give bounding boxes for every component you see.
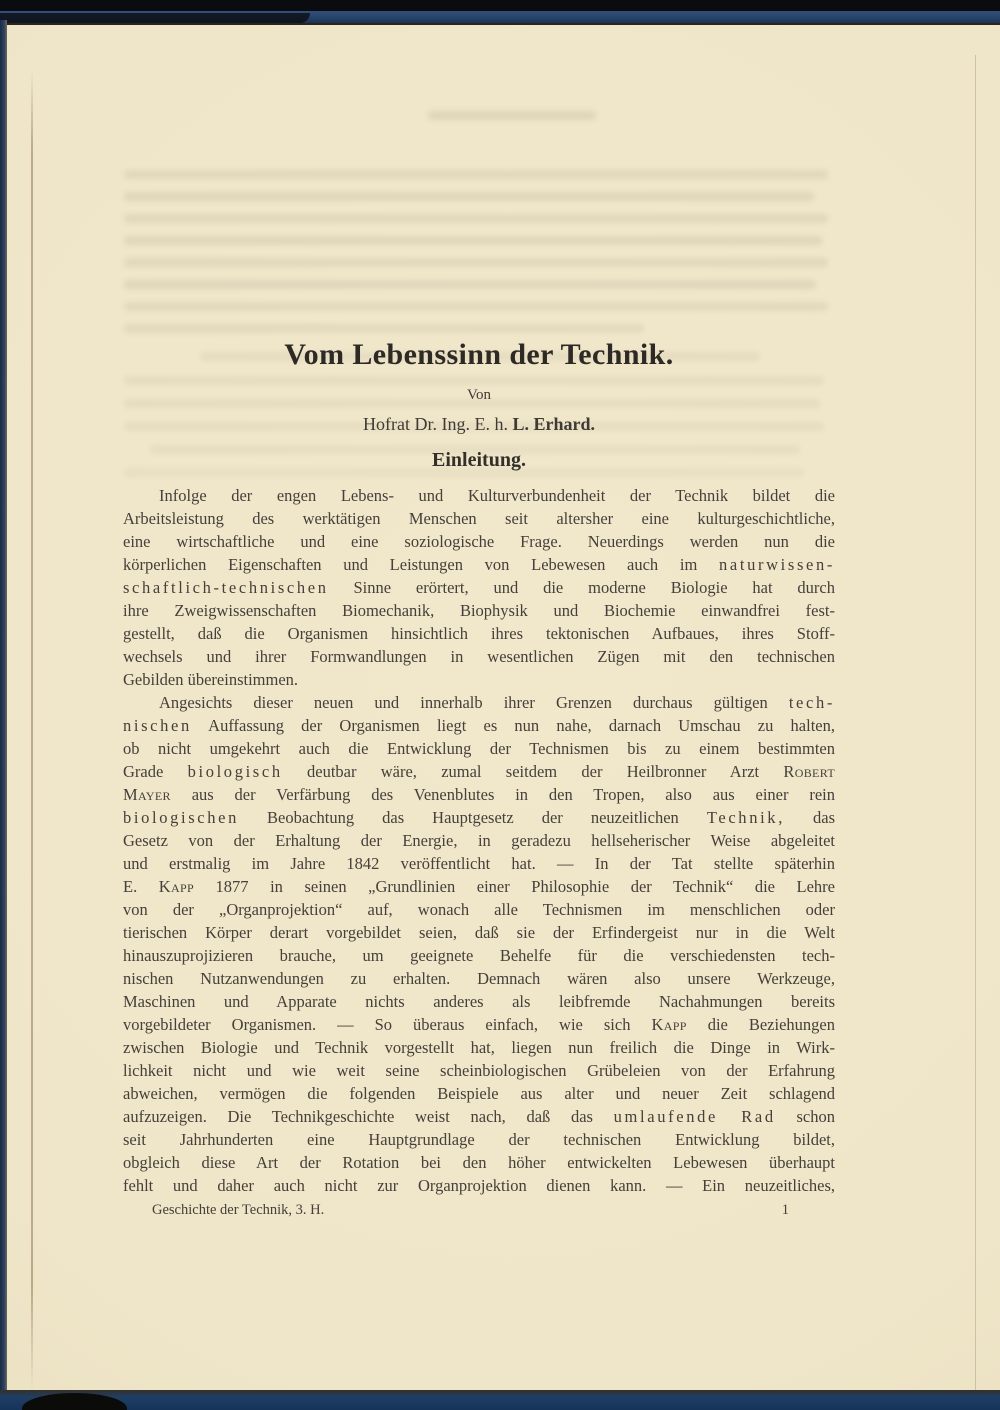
text-segment: das (784, 808, 835, 827)
text-segment: seit Jahrhunderten eine Hauptgrundlage der technischen Entwicklung bildet, (123, 1130, 835, 1149)
body-text (123, 484, 835, 1197)
text-segment: abweichen, vermögen die folgenden Beispiele aus alter und neuer Zeit schlagend (123, 1084, 835, 1103)
text-segment: Gesetz von der Erhaltung der Energie, in geradezu hellseherischer Weise abgeleitet (123, 831, 835, 850)
page-edge-line (975, 55, 976, 1390)
text-line (123, 1059, 835, 1082)
text-line (123, 622, 835, 645)
text-line (123, 990, 835, 1013)
text-line (123, 1105, 835, 1128)
text-segment: gestellt, daß die Organismen hinsichtlich ihres tektonischen Aufbaues, ihres Stoff- (123, 624, 835, 643)
text-line (123, 783, 835, 806)
text-line (123, 484, 835, 507)
book-cover-top-left-shadow (0, 13, 310, 23)
small-caps-text: Kapp (158, 877, 194, 896)
text-segment: fehlt und daher auch nicht zur Organprojektion dienen kann. — Ein neuzeitliches, (123, 1176, 835, 1195)
text-segment: Maschinen und Apparate nichts anderes als leibfremde Nachahmungen bereits (123, 992, 835, 1011)
text-segment: die Beziehungen (686, 1015, 835, 1034)
text-line (123, 714, 835, 737)
text-segment: nischen Nutzanwendungen zu erhalten. Demnach wären also unsere Werkzeuge, (123, 969, 835, 988)
text-segment: lichkeit nicht und wie weit seine scheinbiologischen Grübeleien von der Erfahrung (123, 1061, 835, 1080)
small-caps-text: Mayer (123, 785, 171, 804)
text-line (123, 967, 835, 990)
text-segment: E. (123, 877, 159, 896)
page-footer (123, 1202, 835, 1219)
text-line (123, 806, 835, 829)
text-segment: vorgebildeter Organismen. — So überaus einfach, wie sich (123, 1015, 652, 1034)
text-line (123, 1174, 835, 1197)
letterspaced-text: naturwissen- (719, 555, 835, 574)
text-line (123, 507, 835, 530)
text-line (123, 1013, 835, 1036)
text-line (123, 898, 835, 921)
text-line (123, 553, 835, 576)
text-segment: zwischen Biologie und Technik vorgestellt hat, liegen nun freilich die Dinge in Wirk- (123, 1038, 835, 1057)
text-segment: Gebilden übereinstimmen. (123, 670, 299, 689)
text-line (123, 737, 835, 760)
book-cover-bottom-edge (0, 1390, 1000, 1410)
text-segment: Beobachtung das Hauptgesetz der neuzeitlichen (239, 808, 707, 827)
text-segment: eine wirtschaftliche und eine soziologische Frage. Neuerdings werden nun die (123, 532, 835, 551)
letterspaced-text: Technik, (706, 808, 785, 827)
footer-series-title: Geschichte der Technik, 3. H. (152, 1202, 325, 1218)
letterspaced-text: schaftlich-technischen (123, 578, 329, 597)
text-segment: Sinne erörtert, und die moderne Biologie hat durch (328, 578, 835, 597)
text-line (123, 599, 835, 622)
text-line (123, 829, 835, 852)
page-gutter-crease (31, 70, 33, 1392)
text-line (123, 530, 835, 553)
text-line (123, 668, 835, 691)
text-segment: schon (775, 1107, 835, 1126)
text-line (123, 921, 835, 944)
text-line (123, 691, 835, 714)
text-line (123, 944, 835, 967)
text-line (123, 645, 835, 668)
byline-author: L. Erhard. (512, 414, 595, 434)
text-segment: hinauszuprojizieren brauche, um geeignete Behelfe für die verschiedensten tech- (123, 946, 835, 965)
paragraph-1 (123, 484, 835, 691)
text-segment: aufzuzeigen. Die Technikgeschichte weist nach, daß das (123, 1107, 614, 1126)
byline-intro: Von (467, 387, 491, 403)
text-segment: ob nicht umgekehrt auch die Entwicklung der Technismen bis zu einem bestimmten (123, 739, 835, 758)
byline-prefix: Hofrat Dr. Ing. E. h. (363, 414, 513, 434)
text-segment: von der „Organprojektion“ auf, wonach alle Technismen im menschlichen oder (123, 900, 835, 919)
letterspaced-text: biologischen (123, 808, 240, 827)
text-segment: ihre Zweigwissenschaften Biomechanik, Biophysik und Biochemie einwandfrei fest- (123, 601, 835, 620)
page-title: Vom Lebenssinn der Technik. (284, 338, 674, 371)
text-line (123, 1128, 835, 1151)
text-line (123, 1151, 835, 1174)
text-line (123, 875, 835, 898)
text-segment: körperlichen Eigenschaften und Leistungen von Lebewesen auch im (123, 555, 719, 574)
text-segment: Angesichts dieser neuen und innerhalb ihrer Grenzen durchaus gültigen (159, 693, 789, 712)
text-segment: Arbeitsleistung des werktätigen Menschen seit altersher eine kulturgeschichtliche, (123, 509, 835, 528)
section-heading: Einleitung. (432, 449, 526, 471)
byline (123, 414, 835, 435)
text-line (123, 576, 835, 599)
text-line (123, 1082, 835, 1105)
text-segment: Infolge der engen Lebens- und Kulturverbundenheit der Technik bildet die (159, 486, 835, 505)
text-segment: Auffassung der Organismen liegt es nun nahe, darnach Umschau zu halten, (191, 716, 835, 735)
text-segment: Grade (123, 762, 188, 781)
text-line (123, 852, 835, 875)
text-segment: obgleich diese Art der Rotation bei den höher entwickelten Lebewesen überhaupt (123, 1153, 835, 1172)
paragraph-2 (123, 691, 835, 1197)
small-caps-text: Robert (783, 762, 835, 781)
text-column (123, 0, 835, 1219)
book-binding-left-edge (0, 20, 7, 1410)
text-segment: und erstmalig im Jahre 1842 veröffentlicht hat. — In der Tat stellte späterhin (123, 854, 835, 873)
text-line (123, 1036, 835, 1059)
text-segment: aus der Verfärbung des Venenblutes in den Tropen, also aus einer rein (170, 785, 835, 804)
text-segment: wechsels und ihrer Formwandlungen in wesentlichen Zügen mit den technischen (123, 647, 835, 666)
text-segment: tierischen Körper derart vorgebildet seien, daß sie der Erfindergeist nur in die Welt (123, 923, 835, 942)
letterspaced-text: tech- (788, 693, 835, 712)
small-caps-text: Kapp (651, 1015, 687, 1034)
text-line (123, 760, 835, 783)
page-number: 1 (781, 1202, 789, 1218)
letterspaced-text: biologisch (187, 762, 283, 781)
letterspaced-text: umlaufende Rad (613, 1107, 776, 1126)
letterspaced-text: nischen (123, 716, 192, 735)
text-segment: 1877 in seinen „Grundlinien einer Philosophie der Technik“ die Lehre (194, 877, 835, 896)
text-segment: deutbar wäre, zumal seitdem der Heilbronner Arzt (282, 762, 784, 781)
